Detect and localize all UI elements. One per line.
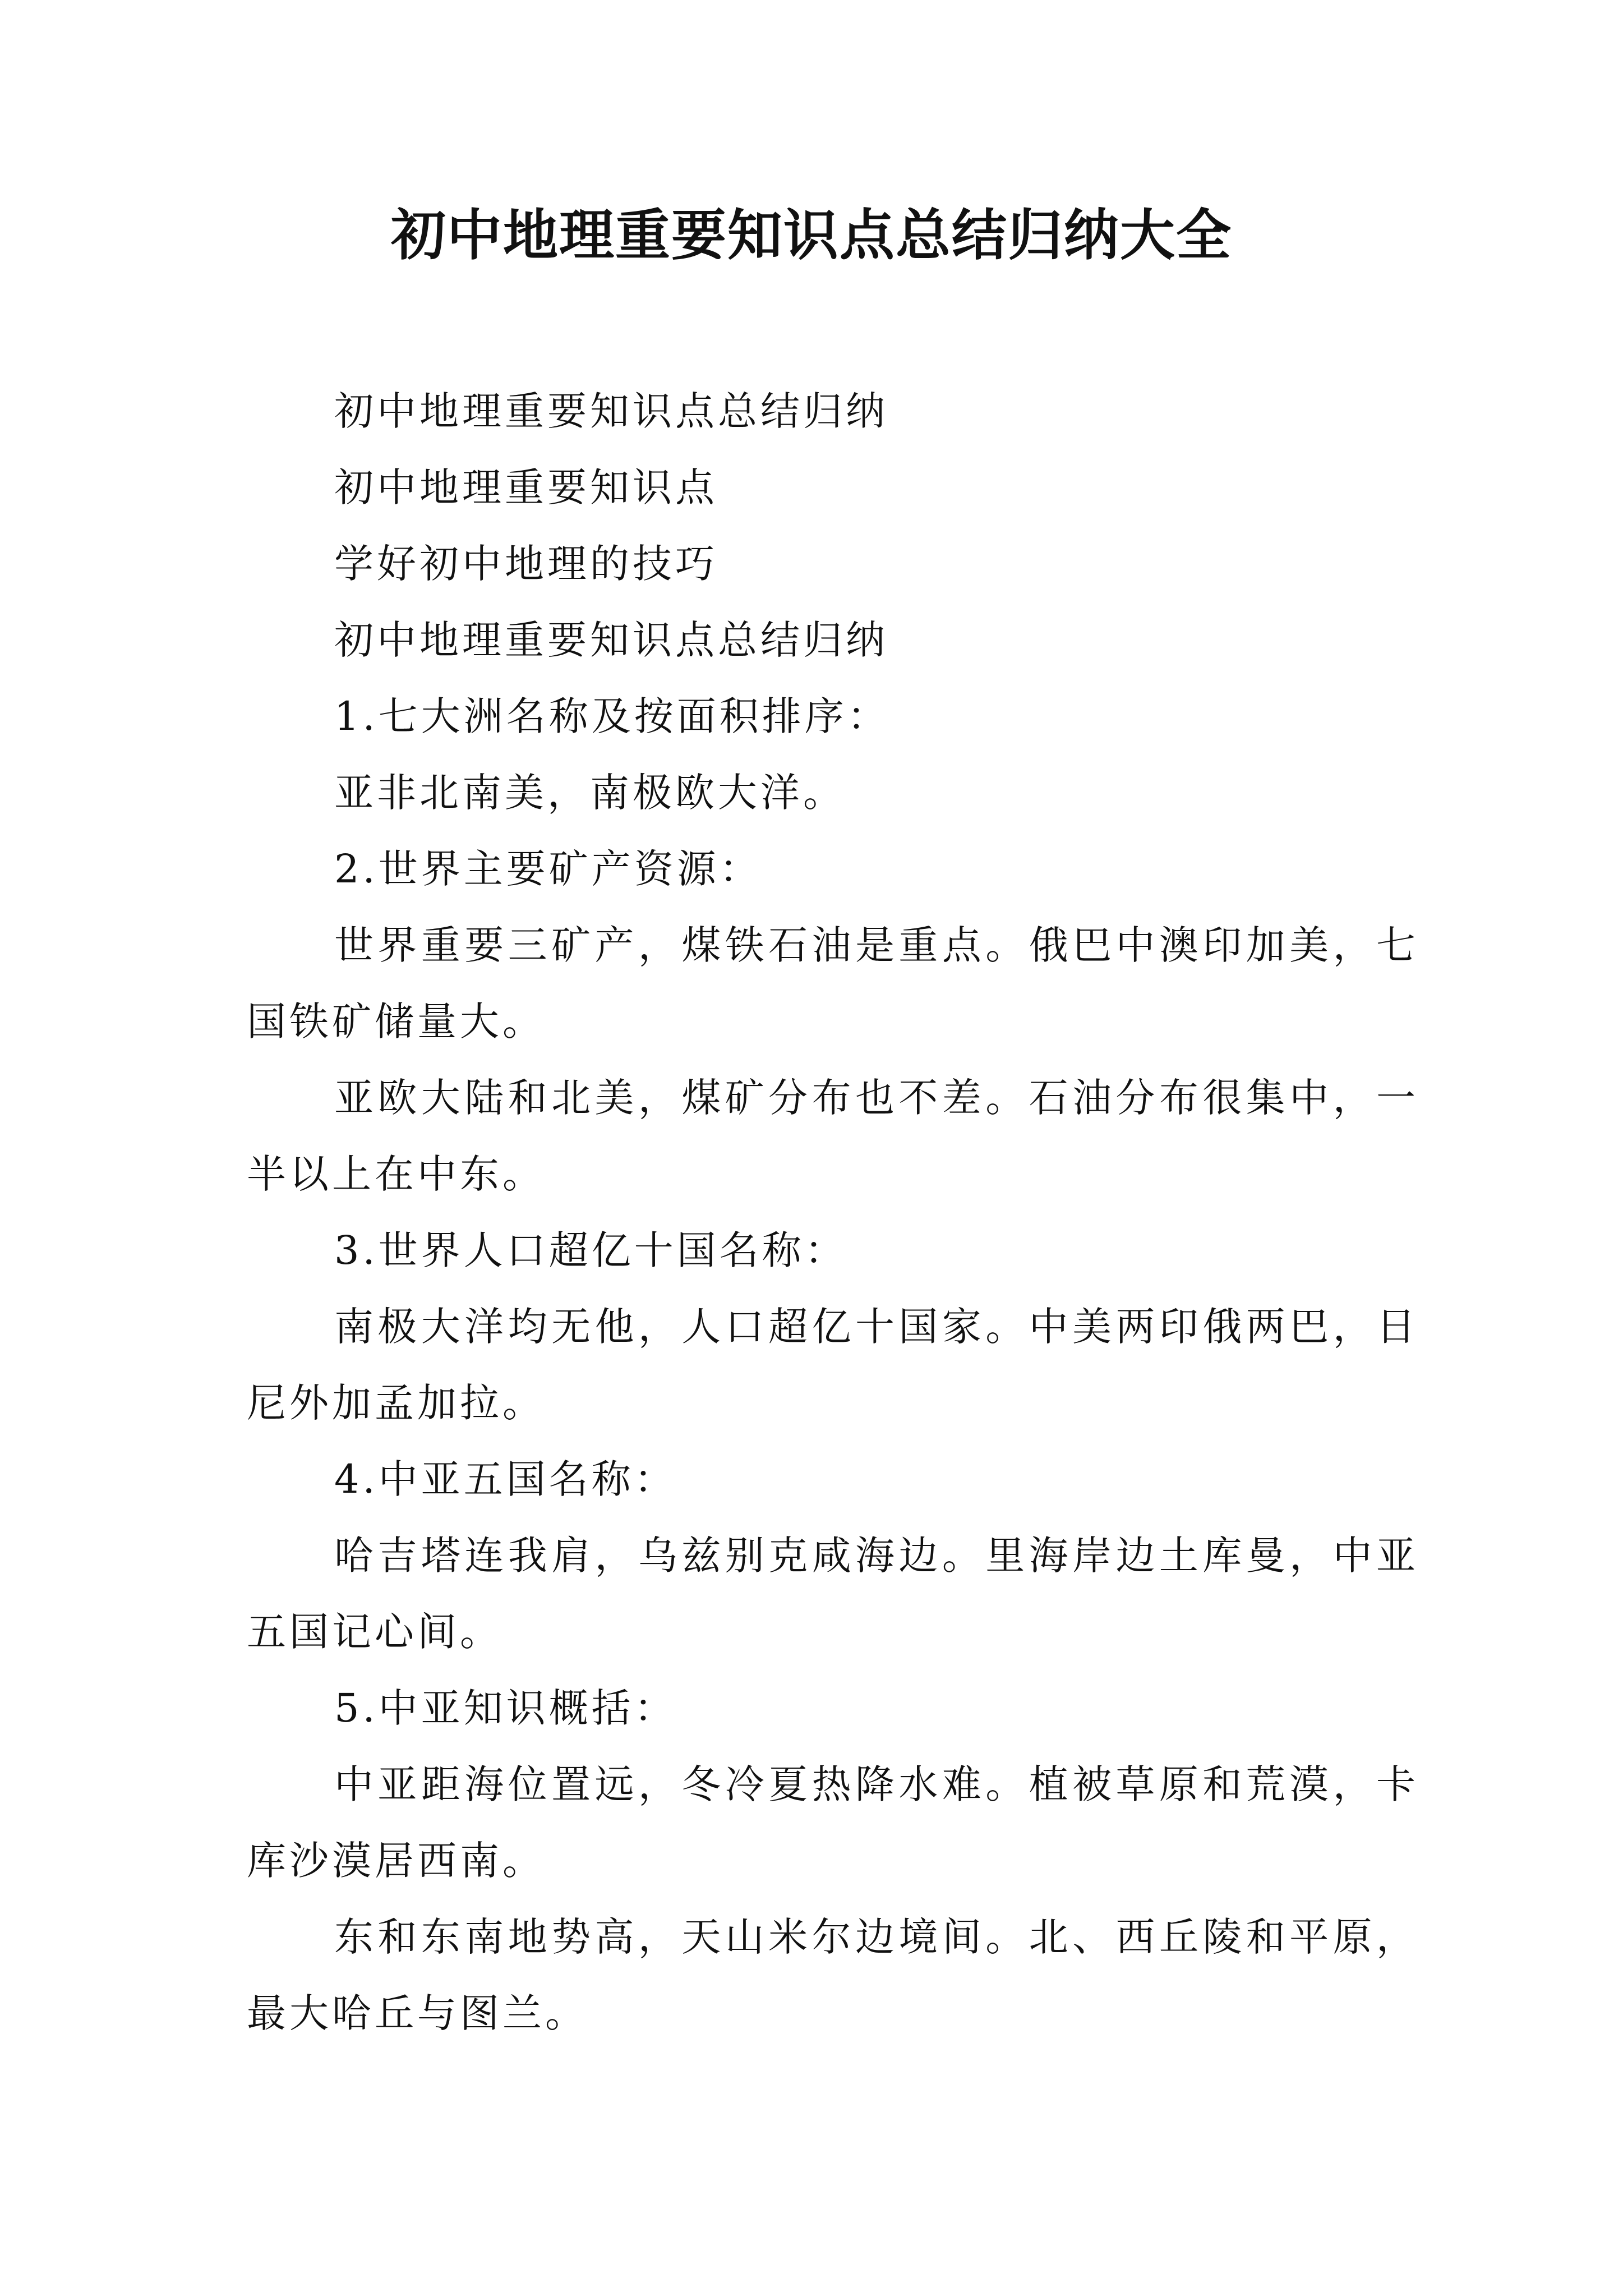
paragraph: 亚欧大陆和北美，煤矿分布也不差。石油分布很集中，一半以上在中东。 bbox=[247, 1075, 1419, 1197]
section-heading: 5.中亚知识概括： bbox=[334, 1685, 677, 1731]
paragraph: 中亚距海位置远，冬冷夏热降水难。植被草原和荒漠，卡库沙漠居西南。 bbox=[247, 1761, 1419, 1884]
document-title: 初中地理重要知识点总结归纳大全 bbox=[390, 203, 1232, 268]
paragraph: 南极大洋均无他，人口超亿十国家。中美两印俄两巴，日尼外加孟加拉。 bbox=[247, 1304, 1419, 1426]
paragraph: 东和东南地势高，天山米尔边境间。北、西丘陵和平原，最大哈丘与图兰。 bbox=[247, 1914, 1419, 2036]
paragraph: 亚非北南美，南极欧大洋。 bbox=[334, 770, 846, 816]
section-heading: 1.七大洲名称及按面积排序： bbox=[334, 693, 890, 739]
section-heading: 2.世界主要矿产资源： bbox=[334, 846, 762, 892]
paragraph: 初中地理重要知识点总结归纳 bbox=[334, 388, 888, 434]
paragraph: 世界重要三矿产，煤铁石油是重点。俄巴中澳印加美，七国铁矿储量大。 bbox=[247, 922, 1419, 1045]
paragraph: 哈吉塔连我肩，乌兹别克咸海边。里海岸边土库曼，中亚五国记心间。 bbox=[247, 1533, 1419, 1655]
paragraph: 初中地理重要知识点 bbox=[334, 464, 718, 510]
paragraph: 初中地理重要知识点总结归纳 bbox=[334, 617, 888, 663]
paragraph: 学好初中地理的技巧 bbox=[334, 541, 718, 587]
document-body bbox=[247, 373, 1419, 2051]
section-heading: 3.世界人口超亿十国名称： bbox=[334, 1227, 847, 1273]
section-heading: 4.中亚五国名称： bbox=[334, 1456, 677, 1502]
